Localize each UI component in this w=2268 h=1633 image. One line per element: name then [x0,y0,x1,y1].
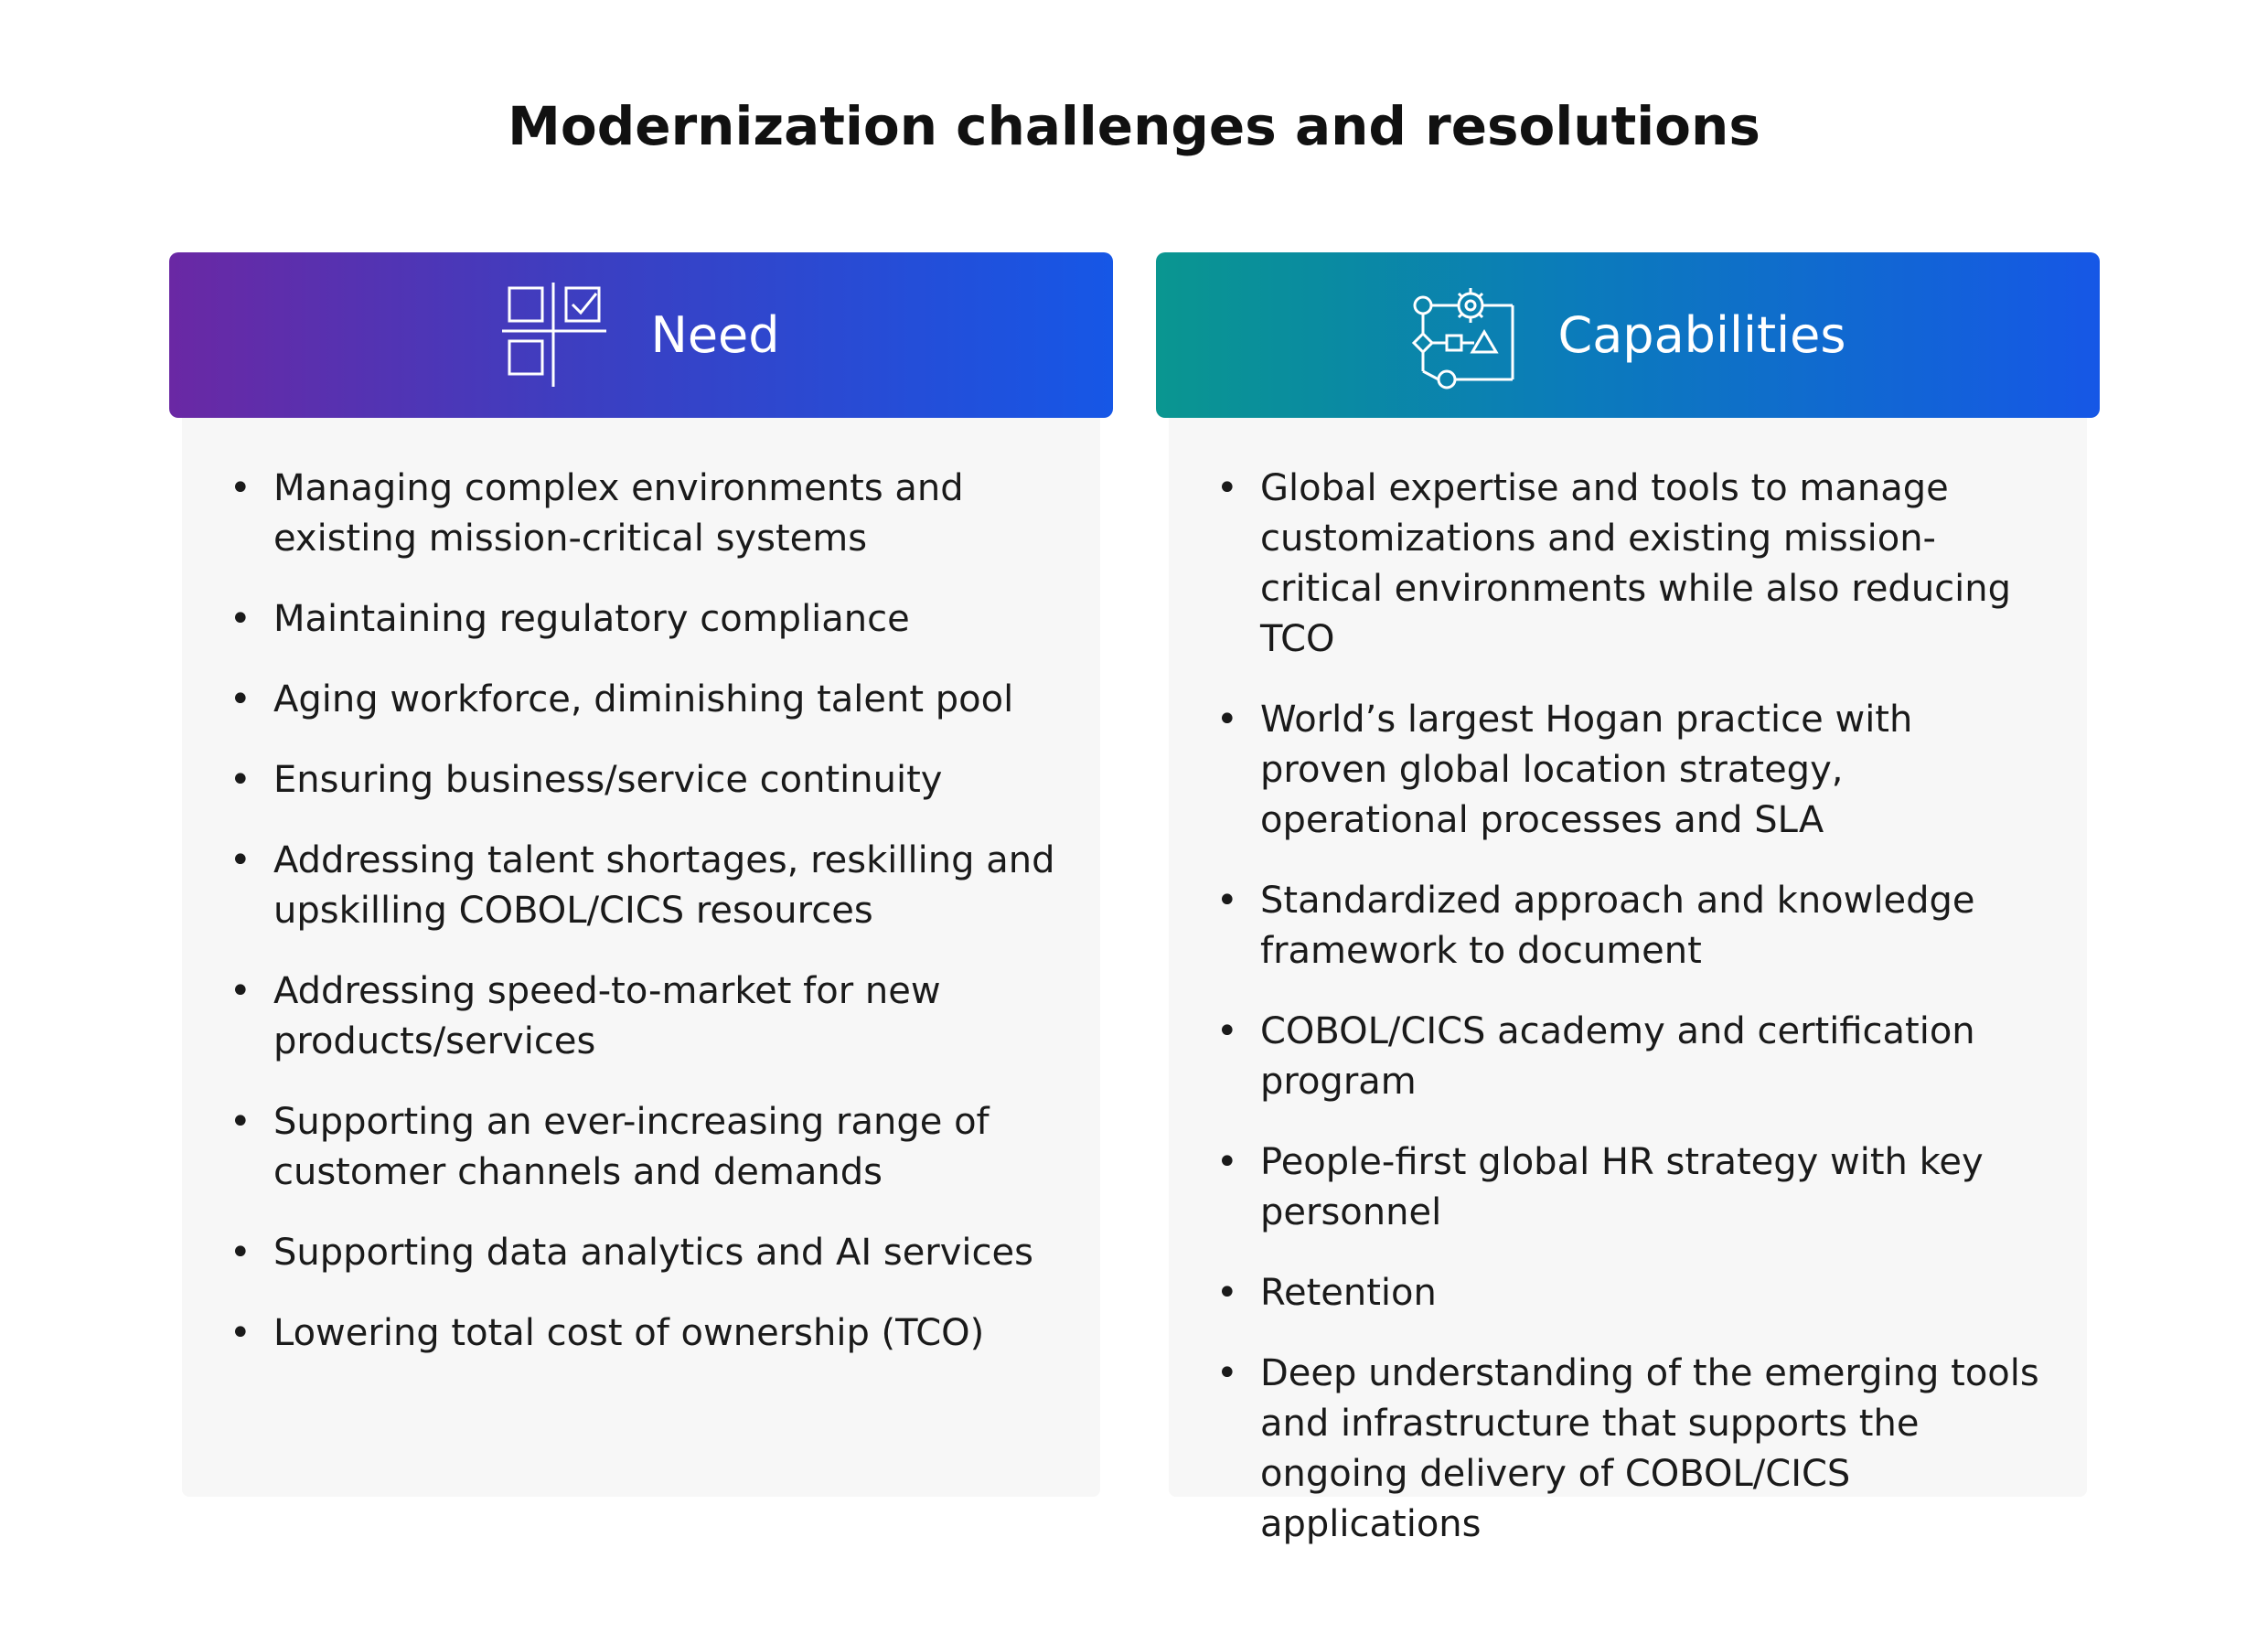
list-item: • Lowering total cost of ownership (TCO) [230,1308,1064,1359]
list-item: • World’s largest Hogan practice with proven global location strategy, operational processes and SLA [1216,695,2050,846]
capabilities-header [1156,252,2100,418]
need-header-label: Need [650,305,780,364]
bullet-icon: • [230,598,251,640]
page-title: Modernization challenges and resolutions [508,95,1760,157]
list-item: • Addressing talent shortages, reskilling and upskilling COBOL/CICS resources [230,836,1064,936]
list-item: • Maintaining regulatory compliance [230,594,1064,645]
need-header [169,252,1113,418]
capabilities-list [1216,464,2050,1550]
bullet-icon: • [230,1101,251,1143]
need-column [169,252,1113,1497]
need-list [230,464,1064,1359]
process-flow-gear-icon [1410,281,1520,390]
bullet-icon: • [1216,1352,1238,1394]
list-item: • Supporting data analytics and AI services [230,1228,1064,1278]
bullet-icon: • [1216,1141,1238,1183]
checklist-grid-icon [502,281,612,390]
list-item: • People-first global HR strategy with key personnel [1216,1137,2050,1238]
bullet-icon: • [230,467,251,509]
list-item: • Deep understanding of the emerging tools and infrastructure that supports the ongoing delivery of COBOL/CICS applications [1216,1349,2050,1550]
bullet-icon: • [1216,880,1238,922]
list-item: • Standardized approach and knowledge framework to document [1216,876,2050,977]
list-item: • Global expertise and tools to manage customizations and existing mission-critical environments while also reducing TCO [1216,464,2050,665]
bullet-icon: • [230,1312,251,1354]
capabilities-header-label: Capabilities [1557,305,1846,364]
capabilities-column [1156,252,2100,1545]
bullet-icon: • [1216,1010,1238,1052]
list-item: • Ensuring business/service continuity [230,755,1064,806]
bullet-icon: • [230,839,251,881]
bullet-icon: • [230,970,251,1012]
bullet-icon: • [230,1232,251,1274]
bullet-icon: • [230,759,251,801]
need-panel [182,418,1100,1497]
list-item: • Supporting an ever-increasing range of customer channels and demands [230,1097,1064,1198]
list-item: • Aging workforce, diminishing talent pool [230,675,1064,725]
bullet-icon: • [1216,699,1238,741]
bullet-icon: • [1216,1272,1238,1314]
list-item: • Addressing speed-to-market for new products/services [230,966,1064,1067]
capabilities-panel [1169,418,2087,1545]
list-item: • Managing complex environments and existing mission-critical systems [230,464,1064,564]
bullet-icon: • [1216,467,1238,509]
bullet-icon: • [230,678,251,720]
list-item: • COBOL/CICS academy and certification program [1216,1007,2050,1107]
list-item: • Retention [1216,1268,2050,1318]
